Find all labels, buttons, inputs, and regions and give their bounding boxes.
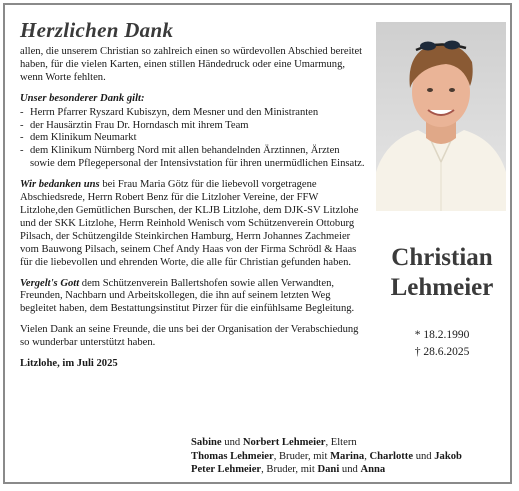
thanks-paragraph: [20, 179, 365, 269]
friends-paragraph: Vielen Dank an seine Freunde, die uns bei der Organisation der Verabschiedung so wunderbar unterstützt haben.: [20, 324, 359, 349]
first-name: Christian: [391, 244, 493, 271]
family-line: Peter Lehmeier, Bruder, mit Dani und Anna: [191, 464, 386, 475]
family-line: Thomas Lehmeier, Bruder, mit Marina, Charlotte und Jakob: [191, 450, 462, 462]
vergelts-lead: Vergelt's Gott: [20, 277, 80, 289]
intro-paragraph: allen, die unserem Christian so zahlreich einen so würdevollen Abschied bereitet haben, für die vielen Karten, einen stillen Händedruck oder eine Umarmung, wenn Worte fehlten.: [20, 46, 363, 83]
page-title: Herzlichen Dank: [20, 18, 174, 42]
place-date: Litzlohe, im Juli 2025: [20, 358, 118, 370]
special-thanks-list: [20, 107, 365, 172]
death-date: † 28.6.2025: [414, 346, 470, 358]
vergelts-body: dem Schützenverein Ballertshofen sowie allen Verwandten, Freunden, Nachbarn und Arbeitskollegen, die ihn auf seinem letzten Weg begleitet haben, dem Bestattungsinstitut Pirzer für die einfühlsame Begleitung.: [20, 277, 355, 315]
birth-date: * 18.2.1990: [414, 329, 470, 341]
vergelts-gott-paragraph: [20, 278, 365, 317]
obituary-card: [3, 3, 512, 484]
special-thanks-heading: Unser besonderer Dank gilt:: [20, 92, 145, 104]
family-signature: [191, 436, 513, 477]
thanks-text-column: [20, 46, 365, 371]
portrait-photo: [376, 22, 506, 211]
deceased-name: [368, 243, 516, 303]
life-dates: [368, 327, 516, 361]
list-item: - dem Klinikum Neumarkt: [20, 132, 365, 145]
thanks-body: bei Frau Maria Götz für die liebevoll vorgetragene Abschiedsrede, Herrn Robert Benz für die Litzloher Vereine, der FFW Litzlohe,den Gemütlichen Burschen, der KLJB Litzlohe, dem DJK-SV Litzlohe und der SKK Litzlohe, Herrn Reinhold Wenisch vom Schützenverein Ottoburg Pilsach, der Schützengilde Steinkirchen Hamburg, Herrn Johannes Zachmeier vom Bauwong Pilsach, seinem Chef Andy Haas von der Firma Schrödl & Haas für die liebevollen und ehrenden Worte, die alle für Christian gefunden haben.: [20, 179, 359, 268]
list-item: - dem Klinikum Nürnberg Nord mit allen behandelnden Ärztinnen, Ärzten sowie dem Pflegepersonal der Intensivstation für ihren unermüdlichen Einsatz.: [20, 145, 365, 171]
thanks-lead: Wir bedanken uns: [20, 179, 100, 191]
list-item: - der Hausärztin Frau Dr. Horndasch mit ihrem Team: [20, 120, 365, 133]
list-item: - Herrn Pfarrer Ryszard Kubiszyn, dem Mesner und den Ministranten: [20, 107, 365, 120]
last-name: Lehmeier: [390, 274, 494, 301]
family-line: Sabine und Norbert Lehmeier, Eltern: [191, 437, 357, 448]
